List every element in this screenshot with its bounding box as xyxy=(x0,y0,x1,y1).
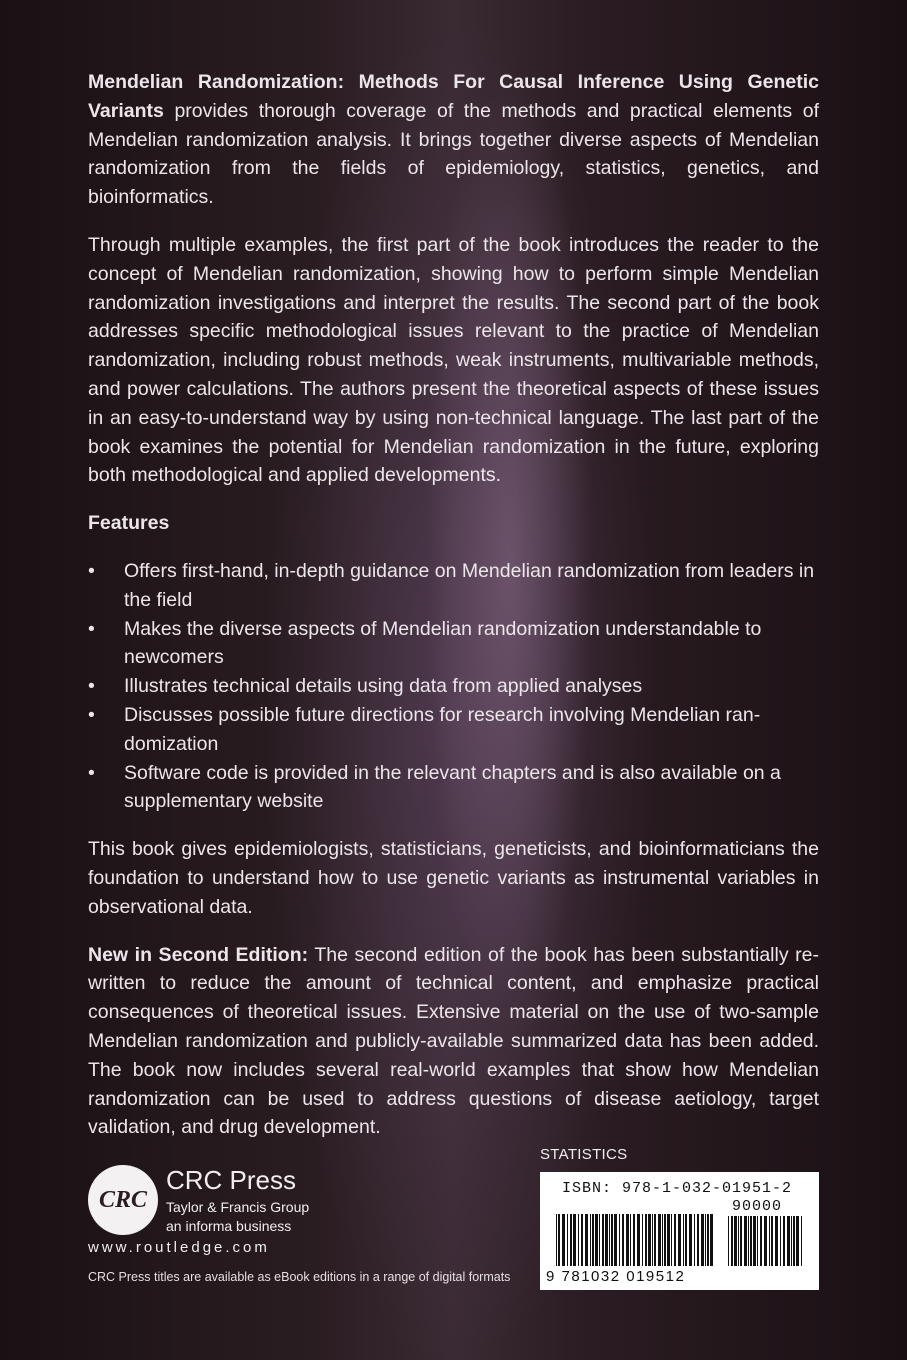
publisher-informa: an informa business xyxy=(166,1218,292,1234)
bullet-icon: • xyxy=(88,703,95,726)
isbn-number: ISBN: 978-1-032-01951-2 xyxy=(562,1180,793,1197)
publisher-name: CRC Press xyxy=(166,1165,297,1195)
price-code: 90000 xyxy=(732,1198,783,1215)
intro-text: provides thorough coverage of the methods and practical elements of Mendelian randomization analysis. It brings together diverse aspects of Mendelian randomization from the fields of epidemiology, statistics, genetics, and bioinformatics. xyxy=(88,99,819,209)
description-paragraph: Through multiple examples, the first part of the book introduces the reader to the concept of Mendelian randomization, showing how to perform simple Mendelian randomization investigations and interpret the results. The second part of the book addresses specific methodological issues relevant to the practice of Mendelian randomization, including robust methods, weak instruments, multivariable methods, and power calculations. The authors present the theoretical aspects of these issues in an easy-to-understand way by using non-technical language. The last part of the book examines the potential for Mendelian randomization in the future, exploring both methodological and applied developments. xyxy=(88,233,819,487)
bullet-icon: • xyxy=(88,675,95,698)
crc-logo-icon: CRC xyxy=(88,1165,158,1235)
ean-digits: 9 781032 019512 xyxy=(546,1268,686,1285)
subject-category: STATISTICS xyxy=(540,1146,628,1163)
bullet-icon: • xyxy=(88,617,95,640)
publisher-group: Taylor & Francis Group xyxy=(166,1199,310,1215)
bullet-icon: • xyxy=(88,559,95,582)
back-cover-text xyxy=(88,68,819,1161)
book-title: Mendelian Randomization: Methods For Causal Inference Using Genetic Variants xyxy=(88,71,819,122)
feature-item: • Discusses possible future directions for research involving Mendelian randomization xyxy=(88,701,819,759)
ebook-note: CRC Press titles are available as eBook editions in a range of digital formats xyxy=(88,1270,511,1284)
feature-item: • Illustrates technical details using data from applied analyses xyxy=(88,672,819,701)
features-heading: Features xyxy=(88,512,170,535)
intro-paragraph xyxy=(88,68,819,212)
isbn-barcode xyxy=(540,1172,819,1290)
publisher-url: www.routledge.com xyxy=(88,1239,270,1256)
audience-paragraph: This book gives epidemiologists, statisticians, geneticists, and bioinformaticians the foundation to understand how to use genetic variants as instrumental variables in observational data. xyxy=(88,838,819,918)
feature-item: • Software code is provided in the relevant chapters and is also available on a supplementary website xyxy=(88,759,819,817)
feature-item: • Makes the diverse aspects of Mendelian randomization understandable to newcomers xyxy=(88,615,819,673)
second-edition-label: New in Second Edition: xyxy=(88,943,309,966)
features-list xyxy=(88,557,819,816)
feature-item: • Offers first-hand, in-depth guidance on Mendelian randomization from leaders in the field xyxy=(88,557,819,615)
second-edition-paragraph xyxy=(88,941,819,1143)
price-barcode-bars-icon xyxy=(728,1216,804,1266)
bullet-icon: • xyxy=(88,761,95,784)
second-edition-text: The second edition of the book has been substantially re-written to reduce the amount of technical content, and emphasize practical consequences of theoretical issues. Extensive material on the use of two-sample Mendelian randomization and publicly-available summarized data has been added. The book now includes several real-world examples that show how Mendelian randomization can be used to address questions of disease aetiology, target validation, and drug development. xyxy=(88,943,819,1139)
barcode-bars-icon xyxy=(556,1214,716,1266)
